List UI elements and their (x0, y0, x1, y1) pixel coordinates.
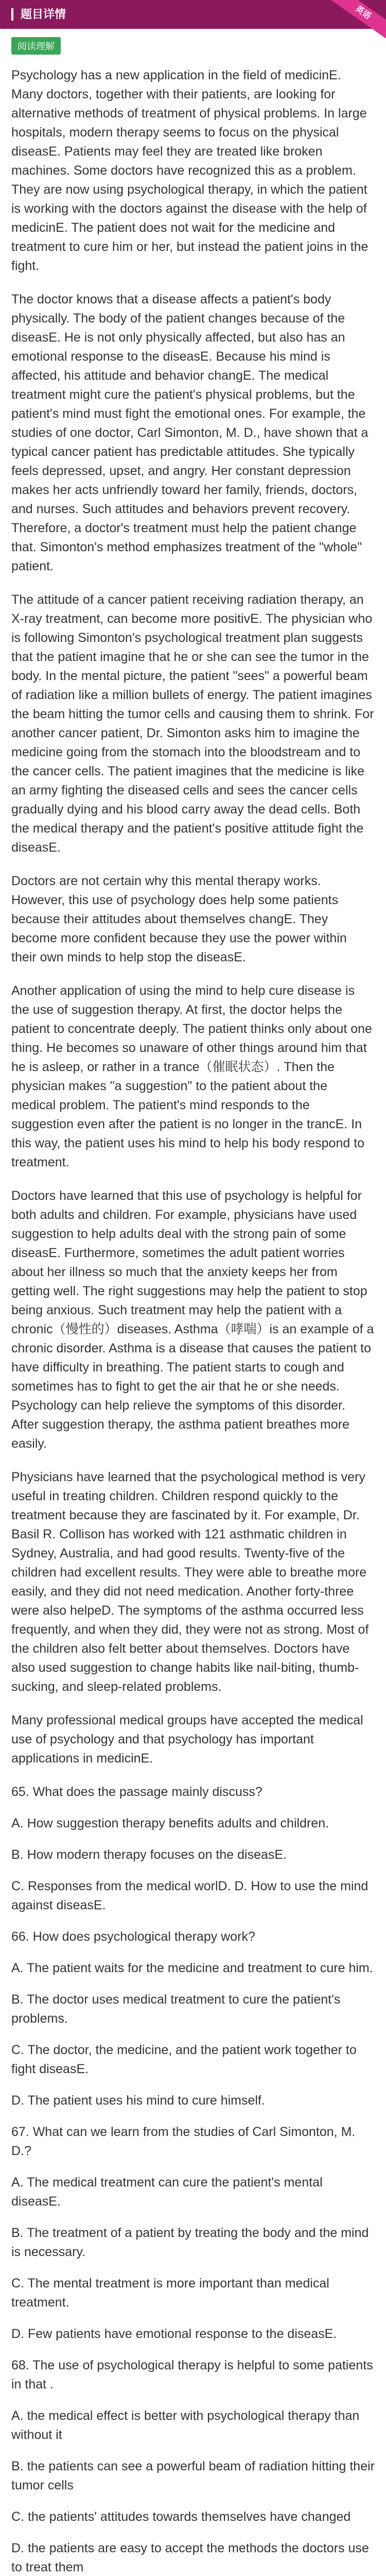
page-header (0, 0, 386, 29)
passage-paragraph: Physicians have learned that the psychological method is very useful in treating children. Children respond quickly to the treatment because they are fascinated by it. For example, Dr. Basil R. Collison has worked with 121 asthmatic children in Sydney, Australia, and had good results. Twenty-five of the children had excellent results. They were able to breathe more easily, and they did not need medication. Another forty-three were also helpeD. The symptoms of the asthma occurred less frequently, and when they did, they were not as strong. Most of the children also felt better about themselves. Doctors have also used suggestion to change habits like nail-biting, thumb-sucking, and sleep-related problems. (11, 1470, 369, 1694)
passage-paragraph: Psychology has a new application in the field of medicinE. Many doctors, together with their patients, are looking for alternative methods of treatment of physical problems. In large hospitals, modern therapy seems to focus on the physical diseasE. Patients may feel they are treated like broken machines. Some doctors have recognized this as a problem. They are now using psychological therapy, in which the patient is working with the doctors against the disease with the help of medicinE. The patient does not wait for the medicine and treatment to cure him or her, but instead the patient joins in the fight. (11, 68, 369, 273)
option-line: A. The patient waits for the medicine and treatment to cure him. (11, 1961, 373, 1975)
option-line: B. the patients can see a powerful beam of radiation hitting their tumor cells (11, 2459, 375, 2493)
question-stem: 66. How does psychological therapy work? (11, 1929, 255, 1944)
subject-ribbon: 英语 (323, 0, 386, 44)
option-line: A. the medical effect is better with psychological therapy than without it (11, 2409, 360, 2442)
option-line: C. the patients' attitudes towards themselves have changed (11, 2510, 351, 2524)
passage-paragraph: Another application of using the mind to help cure disease is the use of suggestion therapy. At first, the doctor helps the patient to concentrate deeply. The patient thinks only about one thing. He becomes so unaware of other things around him that he is asleep, or rather in a trance（催眠状态）. Then the physician makes "a suggestion" to the patient about the medical problem. The patient's mind responds to the suggestion even after the patient is no longer in the trancE. In this way, the patient uses his mind to help his body respond to treatment. (11, 984, 372, 1170)
header-title: 题目详情 (11, 8, 66, 21)
option-line: D. the patients are easy to accept the methods the doctors use to treat them (11, 2541, 369, 2574)
question-stem: 68. The use of psychological therapy is helpful to some patients in that . (11, 2358, 373, 2392)
passage-paragraph: Doctors have learned that this use of psychology is helpful for both adults and children. For example, physicians have used suggestion to help adults deal with the strong pain of some diseasE. Furthermore, sometimes the adult patient worries about her illness so much that the anxiety keeps her from getting well. The right suggestions may help the patient to stop being anxious. Such treatment may help the patient with a chronic（慢性的）diseases. Asthma（哮喘）is an example of a chronic disorder. Asthma is a disease that causes the patient to have difficulty in breathing. The patient starts to cough and sometimes has to fight to get the air that he or she needs. Psychology can help relieve the symptoms of this disorder. After suggestion therapy, the asthma patient breathes more easily. (11, 1189, 374, 1451)
question-content (11, 66, 375, 2576)
option-line: A. The medical treatment can cure the patient's mental diseasE. (11, 2175, 323, 2209)
option-line: C. The mental treatment is more important than medical treatment. (11, 2276, 329, 2310)
passage-paragraph: Many professional medical groups have accepted the medical use of psychology and that psychology has important applications in medicinE. (11, 1713, 363, 1766)
passage-paragraph: Doctors are not certain why this mental therapy works. However, this use of psychology does help some patients because their attitudes about themselves changE. They become more confident because they use the power within their own minds to help stop the diseasE. (11, 874, 347, 964)
question-stem: 65. What does the passage mainly discuss? (11, 1785, 262, 1799)
option-line: C. Responses from the medical worlD. D. How to use the mind against diseasE. (11, 1879, 369, 1912)
option-line: C. The doctor, the medicine, and the patient work together to fight diseasE. (11, 2043, 357, 2076)
passage-paragraph: The doctor knows that a disease affects a patient's body physically. The body of the patient changes because of the diseasE. He is not only physically affected, but also has an emotional response to the diseasE. Because his mind is affected, his attitude and behavior changE. The medical treatment might cure the patient's physical problems, but the patient's mind must fight the emotional ones. For example, the studies of one doctor, Carl Simonton, M. D., have shown that a typical cancer patient has predictable attitudes. She typically feels depressed, upset, and angry. Her constant depression makes her acts unfriendly toward her family, friends, doctors, and nurses. Such attitudes and behaviors prevent recovery. Therefore, a doctor's treatment must help the patient change that. Simonton's method emphasizes treatment of the "whole" patient. (11, 292, 369, 573)
passage-paragraph: The attitude of a cancer patient receiving radiation therapy, an X-ray treatment, can become more positivE. The physician who is following Simonton's psychological treatment plan suggests that the patient imagine that he or she can see the tumor in the body. In the mental picture, the patient "sees" a powerful beam of radiation like a million bullets of energy. The patient imagines the beam hitting the tumor cells and causing them to shrink. For another cancer patient, Dr. Simonton asks him to imagine the medicine going from the stomach into the bloodstream and to the cancer cells. The patient imagines that the medicine is like an army fighting the diseased cells and sees the cancer cells gradually dying and his blood carry away the dead cells. Both the medical therapy and the patient's positive attitude fight the diseasE. (11, 592, 374, 855)
option-line: B. The treatment of a patient by treating the body and the mind is necessary. (11, 2226, 369, 2259)
question-type-tag: 阅读理解 (11, 37, 61, 55)
option-line: D. The patient uses his mind to cure himself. (11, 2093, 265, 2108)
option-line: A. How suggestion therapy benefits adults and children. (11, 1816, 329, 1831)
question-stem: 67. What can we learn from the studies of Carl Simonton, M. D.? (11, 2125, 356, 2158)
option-line: B. The doctor uses medical treatment to cure the patient's problems. (11, 1992, 341, 2026)
option-line: B. How modern therapy focuses on the diseasE. (11, 1848, 287, 1862)
option-line: D. Few patients have emotional response to the diseasE. (11, 2327, 337, 2341)
